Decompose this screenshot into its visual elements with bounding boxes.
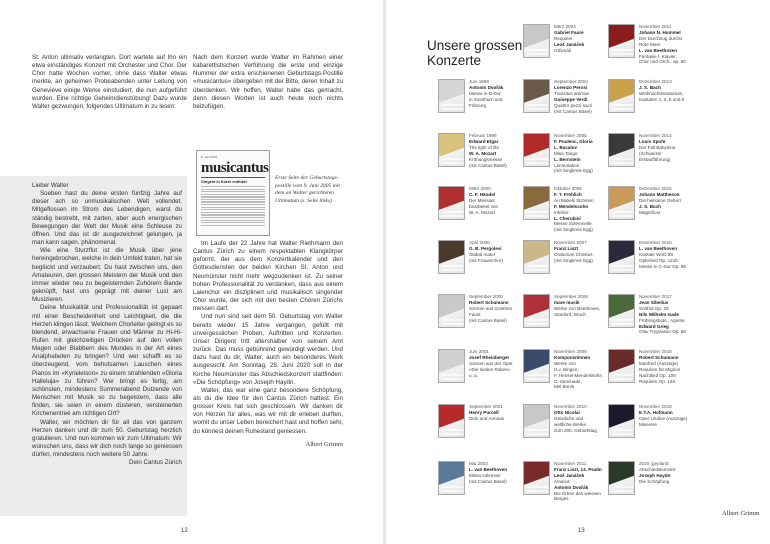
concert-poster-image bbox=[523, 404, 550, 438]
poster-detail bbox=[442, 323, 463, 325]
concert-composer: Antonín Dvořák bbox=[554, 484, 589, 490]
concert-poster-image bbox=[608, 186, 635, 220]
poster-detail bbox=[442, 158, 463, 160]
concert-work: weltliche Werke bbox=[554, 421, 587, 427]
concert-work: Abschiedskonzert bbox=[639, 466, 676, 472]
concert-details bbox=[469, 240, 531, 264]
concert-work: Mel Bonis bbox=[554, 384, 575, 390]
concert-poster-image bbox=[438, 294, 465, 328]
concert-work: Quattro pezzi sacri bbox=[554, 102, 593, 108]
concert-details bbox=[469, 404, 531, 422]
poster-detail bbox=[527, 269, 548, 271]
concert-work: Die Erben des weissen bbox=[554, 490, 601, 496]
concert-work: W. A. Mozart bbox=[469, 209, 496, 215]
concert-work: Werke von Beethoven, bbox=[554, 305, 601, 311]
article-column-top bbox=[193, 54, 343, 111]
poster-detail bbox=[612, 323, 633, 325]
poster-detail bbox=[442, 429, 463, 431]
concert-work: (mit Cantus Basel) bbox=[469, 317, 507, 323]
concert-date: November 2018 bbox=[639, 349, 672, 354]
concert-work: Kantate WoO 88 bbox=[639, 251, 673, 257]
concert-work: Infelice bbox=[554, 209, 569, 215]
concert-details bbox=[639, 186, 701, 216]
concert-details bbox=[639, 404, 701, 428]
concert-composer: Franz Liszt, 13. Psalm bbox=[554, 466, 602, 472]
concert-details bbox=[469, 186, 531, 216]
concert-poster-image bbox=[608, 404, 635, 438]
concert-poster-image bbox=[438, 240, 465, 274]
poster-detail bbox=[527, 53, 548, 55]
page-signature: Albert Grimm bbox=[722, 510, 760, 517]
concert-poster-image bbox=[523, 349, 550, 383]
concert-date: Dezember 2013 bbox=[639, 79, 672, 84]
concert-work: Die Schöpfung bbox=[639, 478, 670, 484]
concert-details bbox=[554, 79, 616, 114]
concert-work: «Die sieben Raben» bbox=[469, 366, 511, 372]
heading-line: Konzerte bbox=[427, 53, 482, 68]
concert-work: Oratorium Christus bbox=[554, 251, 593, 257]
concert-poster-image bbox=[608, 24, 635, 58]
concert-details bbox=[469, 461, 531, 485]
concert-composer: F. Mendelssohn bbox=[554, 203, 589, 209]
concert-date: März 2003 bbox=[554, 24, 576, 29]
concert-composer: L. Bacalov bbox=[554, 144, 577, 150]
concert-work: u. a. bbox=[469, 372, 478, 378]
concert-work: Chor und Orch., op. 80 bbox=[639, 59, 686, 65]
concert-work: Magnificat bbox=[639, 209, 660, 215]
poster-detail bbox=[442, 378, 463, 380]
poster-detail bbox=[442, 211, 463, 213]
concert-work: Requiem bbox=[554, 35, 573, 41]
concert-details bbox=[554, 186, 616, 233]
poster-detail bbox=[612, 486, 633, 488]
article-paragraph: Walter, das war eine ganz besondere Schöpfung, als du die Idee für den Cantus Zürich hattest. Ein grosser Kreis hat sich geschlossen. Wir danken dir von Herzen für alles, was wir mit dir erleben durften, womit du unser Leben bereichert hast und hoffen sehr, du könnest deinen Ruhestand geniessen. bbox=[193, 386, 343, 435]
concert-work: Amarus bbox=[554, 478, 570, 484]
poster-detail bbox=[527, 104, 548, 106]
concert-date: Juni 2001 bbox=[469, 349, 489, 354]
concert-composer: Antonín Dvořák bbox=[469, 84, 504, 90]
concert-work: Erstaufführung) bbox=[639, 156, 671, 162]
concert-composer: Joseph Haydn bbox=[639, 472, 671, 478]
concert-composer: E.T.A. Hofmann bbox=[639, 409, 673, 415]
concert-composer: mare musik bbox=[554, 299, 580, 305]
concert-work: Opferlied Op. 121b bbox=[639, 257, 678, 263]
page-number-left: 12 bbox=[181, 528, 188, 534]
concert-date: Februar 1999 bbox=[469, 133, 497, 138]
concert-composer: L. van Beethoven bbox=[469, 466, 508, 472]
concert-work: (mit Cantus Basel) bbox=[469, 162, 507, 168]
concert-work: Olav Trygvason Op. 50 bbox=[639, 329, 686, 335]
concert-work: Der Durchzug durchs bbox=[639, 35, 683, 41]
concert-date: November 2011 bbox=[639, 24, 672, 29]
poster-detail bbox=[612, 162, 633, 164]
letter-paragraph: Wie eine Sturzflut ist die Musik über jene hereingebrochen, welche in dein Umfeld traten, hat sie beglückt und verzaubert. Du hast zwischen uns, den Amateuren, den grossen Meistern der Musik und den immer wieder neu zu begeisternden Zuhörern Bande geknüpft, hast uns geprägt mit deiner Lust am Musizieren. bbox=[32, 247, 182, 304]
concert-work: Messe in C-Dur Op. 86 bbox=[639, 263, 686, 269]
concert-details bbox=[639, 240, 701, 270]
letter-paragraph: Deine Musikalität und Professionalität ist gepaart mit einer Bescheidenheit und Leichtigkeit, die die Herzen klingen lässt. Welchem Chorleiter gelingt es so blendend, erwachsene Frauen und Männer zu Hi-Hi-Rufen mit gleichzeitigen Drücken auf den vollen Magen oder Blabbern des Mundes in der Art eines Analphabeten zu bringen? Und wer schafft es so überzeugend, vom behutsamen Lauschen eines Pianos im «Kyrieleison» zu einem strahlenden «Gloria Halleluja» zu führen? Wer bringt es fertig, am schönsten, mindestens Summerabend Dutzende von Menschen mit Musik so zu begeistern, dass alle finden, sie seien in einem düsteren, versteinerten Kirchenentreé am richtigen Ort? bbox=[32, 304, 182, 418]
concert-work: Rote Meer bbox=[639, 41, 661, 47]
poster-detail bbox=[612, 269, 633, 271]
poster-detail bbox=[442, 486, 463, 488]
concert-work: Stanford, Bruch bbox=[554, 311, 586, 317]
concert-composer: Leoš Janáček bbox=[554, 41, 585, 47]
concert-work: Requiem Op. 148 bbox=[639, 378, 676, 384]
concert-composer: Robert Schumann bbox=[469, 299, 509, 305]
concert-date: November 2005 bbox=[554, 133, 587, 138]
poster-detail bbox=[527, 108, 548, 110]
poster-detail bbox=[612, 158, 633, 160]
concert-date: Dezember 2016 bbox=[639, 240, 672, 245]
poster-detail bbox=[527, 490, 548, 492]
concert-composer: Nils Wilhelm Gade bbox=[639, 311, 680, 317]
concert-details bbox=[469, 133, 531, 168]
poster-detail bbox=[527, 323, 548, 325]
concert-composer: C. F. Händel bbox=[469, 191, 496, 197]
concert-work: (mit Frauenchor) bbox=[469, 257, 503, 263]
concert-composer: Edward Elgar bbox=[469, 138, 499, 144]
poster-detail bbox=[527, 215, 548, 217]
poster-detail bbox=[527, 486, 548, 488]
concert-work: (mit Singkreis Egg) bbox=[554, 227, 593, 233]
article-paragraph: Nach dem Konzert wurde Walter im Rahmen einer kabarettistischen Verführung die erste und einzige Nummer der extra erschienenen Geburtstags-Postille «musicantus» übergeben mit der Bitte, deren Inhalt zu überdenken. Wir hoffen, Walter habe das gemacht, denn diesen Worten ist auch heute noch nichts beizufügen. bbox=[193, 54, 343, 110]
poster-detail bbox=[612, 265, 633, 267]
poster-detail bbox=[612, 490, 633, 492]
concert-composer: L. Cherubini bbox=[554, 215, 581, 221]
concert-work: Szenen aus der Oper bbox=[469, 360, 513, 366]
concert-date: März 2000 bbox=[469, 186, 491, 191]
poster-detail bbox=[442, 490, 463, 492]
concert-work: Fantasie f. Klavier, bbox=[639, 53, 677, 59]
concert-work: Dido und Aeneas bbox=[469, 415, 504, 421]
concert-poster-image bbox=[608, 461, 635, 495]
poster-detail bbox=[527, 378, 548, 380]
poster-detail bbox=[612, 374, 633, 376]
concert-poster-image bbox=[438, 79, 465, 113]
article-signature: Albert Grimm bbox=[305, 440, 343, 448]
concert-composer: Jean Sibelius bbox=[639, 299, 669, 305]
concert-details bbox=[554, 294, 616, 318]
concert-poster-image bbox=[438, 186, 465, 220]
concert-poster-image bbox=[438, 404, 465, 438]
concert-composer: J. S. Bach bbox=[639, 203, 661, 209]
concert-details bbox=[554, 240, 616, 264]
poster-detail bbox=[442, 269, 463, 271]
divider bbox=[201, 177, 265, 178]
concert-composer: Otto Nicolai bbox=[554, 409, 580, 415]
concert-work: Der Messias bbox=[469, 197, 495, 203]
article-paragraph: Im Laufe der 22 Jahre hat Walter Riethmann den Cantus Zürich zu einem respektablen Klangkörper geformt, der aus dem Konzertkalender und den Gottesdiensten der beiden Kirchen St. Anton und Neumünster nicht mehr wegzudenken ist. Zu seiner hohen Professionalität zu verdanken, dass aus einem Laienchor ein disziplinert und musikalisch singender Chor wurde, der sich mit den besten Chören Zürichs messen darf. bbox=[193, 240, 343, 313]
article-paragraph: Und nun sind seit dem 50. Geburtstag von Walter bereits wieder 15 Jahre vergangen, gefüllt mit unvergesslichen Proben, Auftritten und Konzerten. Unser Dirigent tritt altershalber von seinem Amt zurück. Das muss gebührend gewürdigt werden. Und dazu hast du dir, Walter, auch ein besonderes Werk ausgesucht. Am Sonntag, 28. Juni 2020 soll in der Kirche Neumünster das Abschiedskonzert stattfinden: «Die Schöpfung» von Joseph Haydn. bbox=[193, 313, 343, 386]
concert-composer: Johann N. Hummel bbox=[639, 29, 681, 35]
concerts-heading bbox=[427, 38, 522, 68]
concert-work: Manfred (Auszüge) bbox=[639, 360, 679, 366]
concert-details bbox=[554, 461, 616, 502]
heading-line: Unsere grossen bbox=[427, 38, 523, 53]
concert-composer: Robert Schumann bbox=[639, 354, 679, 360]
poster-detail bbox=[527, 265, 548, 267]
concert-poster-image bbox=[523, 186, 550, 220]
poster-detail bbox=[612, 211, 633, 213]
ultimatum-letter bbox=[0, 176, 187, 516]
concert-date: September 2000 bbox=[469, 294, 503, 299]
concert-details bbox=[639, 349, 701, 384]
concert-date: Mai 2002 bbox=[469, 461, 488, 466]
concert-date: November 2011 bbox=[554, 461, 587, 466]
left-page bbox=[0, 0, 384, 544]
concert-poster-image bbox=[523, 79, 550, 113]
concert-work: Szenen aus Goethes bbox=[469, 305, 512, 311]
concert-composer: Louis Spohr bbox=[639, 138, 666, 144]
concert-poster-image bbox=[608, 349, 635, 383]
poster-detail bbox=[527, 374, 548, 376]
poster-detail bbox=[612, 378, 633, 380]
concert-work: Nachtlied Op. 108 bbox=[639, 372, 676, 378]
concert-composer: Komponistinnen bbox=[554, 354, 591, 360]
concert-work: (mit Singkreis Egg) bbox=[554, 168, 593, 174]
concert-details bbox=[554, 133, 616, 174]
concert-date: September 2008 bbox=[554, 294, 588, 299]
poster-detail bbox=[612, 215, 633, 217]
concert-work: Fribourg bbox=[469, 102, 487, 108]
concert-composer: F. Poulenc, Gloria bbox=[554, 138, 593, 144]
poster-detail bbox=[442, 215, 463, 217]
concert-composer: Franz Liszt bbox=[554, 245, 578, 251]
concert-work: Krönungsmesse bbox=[469, 156, 503, 162]
concert-work: Faust bbox=[469, 311, 481, 317]
poster-detail bbox=[527, 49, 548, 51]
concert-work: in Solothurn und bbox=[469, 96, 503, 102]
concert-details bbox=[639, 461, 701, 485]
concert-poster-image bbox=[438, 349, 465, 383]
poster-detail bbox=[612, 429, 633, 431]
concert-composer: Henry Purcell bbox=[469, 409, 499, 415]
concert-work: Messe Solemnelle bbox=[554, 221, 592, 227]
concert-details bbox=[554, 404, 616, 434]
concert-work: H.v. Bingen, bbox=[554, 366, 579, 372]
concert-poster-image bbox=[438, 461, 465, 495]
concert-details bbox=[639, 133, 701, 163]
musicantus-date: 5. Juni 2007 bbox=[201, 155, 218, 159]
poster-detail bbox=[442, 162, 463, 164]
concert-date: Dezember 2015 bbox=[639, 186, 672, 191]
concert-work: C. Saminade, bbox=[554, 378, 582, 384]
concert-work: The light of life bbox=[469, 144, 499, 150]
poster-detail bbox=[527, 433, 548, 435]
concert-poster-image bbox=[523, 133, 550, 167]
musicantus-text-lines bbox=[201, 186, 265, 226]
concert-date: November 2017 bbox=[639, 294, 672, 299]
concert-composer: Lorenzo Perosi bbox=[554, 84, 588, 90]
concert-work: Frühlingsbots., Agnete bbox=[639, 317, 685, 323]
concert-details bbox=[469, 349, 531, 379]
concert-work: Miserere bbox=[639, 421, 657, 427]
concert-work: Transitus animae bbox=[554, 90, 590, 96]
concert-work: Snöfrid Op. 29 bbox=[639, 305, 669, 311]
poster-detail bbox=[442, 104, 463, 106]
concert-poster-image bbox=[523, 24, 550, 58]
poster-detail bbox=[612, 433, 633, 435]
intro-column bbox=[32, 54, 187, 111]
poster-detail bbox=[442, 374, 463, 376]
letter-salutation: Lieber Walter bbox=[32, 182, 69, 189]
concert-work: Lamentation bbox=[554, 162, 580, 168]
concert-work: Messe in D-Dur bbox=[469, 90, 501, 96]
concert-composer: L. van Beethoven bbox=[639, 47, 678, 53]
concert-date: Oktober 2006 bbox=[554, 186, 582, 191]
concert-work: Weihnachtsoratorium, bbox=[639, 90, 684, 96]
concert-date: November 2009 bbox=[554, 349, 587, 354]
concert-work: Der Fall Babylons bbox=[639, 144, 676, 150]
concert-poster-image bbox=[523, 294, 550, 328]
concert-work: (mit Singkreis Egg) bbox=[554, 257, 593, 263]
poster-detail bbox=[612, 108, 633, 110]
concert-work: Misa Tango bbox=[554, 150, 578, 156]
poster-detail bbox=[612, 319, 633, 321]
concert-date: November 2019 bbox=[639, 404, 672, 409]
concert-details bbox=[639, 24, 701, 65]
concert-date: 2020 (geplant) bbox=[639, 461, 669, 466]
concert-date: September 2001 bbox=[469, 404, 503, 409]
concert-composer: W. A. Mozart bbox=[469, 150, 497, 156]
concert-details bbox=[554, 24, 616, 54]
concert-work: (mit Cantus Basel) bbox=[469, 478, 507, 484]
concert-poster-image bbox=[608, 240, 635, 274]
page-number-right: 13 bbox=[578, 528, 585, 534]
concert-poster-image bbox=[608, 79, 635, 113]
concert-work: zum 200. Geburtstag bbox=[554, 427, 597, 433]
concert-date: November 2007 bbox=[554, 240, 587, 245]
poster-detail bbox=[612, 104, 633, 106]
concert-composer: J. S. Bach bbox=[639, 84, 661, 90]
letter-body bbox=[32, 182, 182, 467]
poster-detail bbox=[527, 162, 548, 164]
poster-detail bbox=[527, 429, 548, 431]
musicantus-headline: Dirigent in Kürze entführt bbox=[201, 180, 247, 184]
concert-composer: Josef Rheinberger bbox=[469, 354, 510, 360]
concert-work: bearbeitet von bbox=[469, 203, 499, 209]
letter-signature: Dein Cantus Zürich bbox=[129, 459, 182, 467]
concert-work: Berges bbox=[554, 496, 569, 502]
concert-work: Die heilsame Geburt bbox=[639, 197, 681, 203]
concert-composer: Edward Grieg bbox=[639, 323, 669, 329]
concert-composer: Gabriel Fauré bbox=[554, 29, 584, 35]
concert-details bbox=[469, 294, 531, 324]
concert-details bbox=[554, 349, 616, 390]
poster-detail bbox=[527, 319, 548, 321]
concert-composer: G. B. Pergolesi bbox=[469, 245, 502, 251]
poster-detail bbox=[442, 108, 463, 110]
image-caption: Erste Seite der Geburtstags-postille vom 9. Juni 2005 mit dem an Walter gerichteten Ultimatum (s. Seite links) bbox=[275, 175, 340, 204]
concert-poster-image bbox=[523, 461, 550, 495]
concert-work: (mit Cantus Basel) bbox=[554, 108, 592, 114]
poster-detail bbox=[442, 265, 463, 267]
concert-work: F. Hensel-Mendelssohn bbox=[554, 372, 603, 378]
concert-composer: L. Bernstein bbox=[554, 156, 581, 162]
concert-composer: Johann Mattheson bbox=[639, 191, 680, 197]
intro-paragraph: St. Anton ultimativ verlangten. Dort wartete auf Ihn ein etwa einständiges Konzert mit Orchester und Chor. Der Chor hatte Wochen vorher, ohne dass Walter etwas merkte, an geheimen Probeabenden unter Leitung von Geneviève einige Werke einstudiert, die nun aufgeführt wurden. Eine richtige Geheimdienstübung! Dazu wurde Walter gezwungen, folgendes Ultimatum in zu lesen: bbox=[32, 54, 187, 110]
concert-details bbox=[639, 79, 701, 103]
concert-composer: Guiseppe Verdi bbox=[554, 96, 588, 102]
concert-work: An Babels Strömen bbox=[554, 197, 594, 203]
musicantus-title: musicantus bbox=[201, 160, 269, 176]
concert-date: November 2010 bbox=[554, 404, 587, 409]
concert-date: November 2014 bbox=[639, 133, 672, 138]
concert-work: Stabat mater bbox=[469, 251, 496, 257]
concert-composer: Leoš Janáček bbox=[554, 472, 585, 478]
poster-detail bbox=[527, 211, 548, 213]
concert-composer: L. van Beethoven bbox=[639, 245, 678, 251]
concert-work: Otčenáš bbox=[554, 47, 572, 53]
concert-poster-image bbox=[608, 133, 635, 167]
poster-detail bbox=[612, 53, 633, 55]
poster-detail bbox=[442, 319, 463, 321]
concert-date: September 2004 bbox=[554, 79, 588, 84]
poster-detail bbox=[442, 433, 463, 435]
letter-paragraph: Soeben hast du deine ersten fünfzig Jahre auf dieser ach so unmusikalischen Welt vollendet. Mitgeflossen im Strom des Lebendigen, warst du ständig bestrebt, mit zarten, aber auch energischen Bewegungen der Welt der Musik eine Schleuse zu öffnen. Und das ist dir ausgezeichnet gelungen, ja man kann sagen, phänomenal. bbox=[32, 190, 182, 247]
concert-work: Requiem für Mignon bbox=[639, 366, 681, 372]
concert-poster-image bbox=[438, 133, 465, 167]
concert-composer: F. T. Fröhlich bbox=[554, 191, 582, 197]
concert-poster-image bbox=[608, 294, 635, 328]
concert-date: Juni 1998 bbox=[469, 79, 489, 84]
article-body bbox=[193, 240, 343, 449]
concert-details bbox=[469, 79, 531, 109]
article-column-bottom bbox=[193, 240, 343, 449]
concert-work: Geistliche und bbox=[554, 415, 584, 421]
concert-work: Kantaten 1, 2, 5 und 6 bbox=[639, 96, 685, 102]
concert-work: Missa solemnis bbox=[469, 472, 501, 478]
concert-details bbox=[639, 294, 701, 335]
concert-work: (Schweizer bbox=[639, 150, 662, 156]
concert-poster-image bbox=[523, 240, 550, 274]
concert-work: Werke von bbox=[554, 360, 576, 366]
letter-paragraph: Walter, wir möchten dir für all das von ganzem Herzen danken und dir zum 50. Geburtstag herzlich gratulieren. Und nun kommen wir zum Ultimatum: Wir wünschen uns, dass wir dich noch lange so geniessen dürfen, mindestens noch weitere 50 Jahre. bbox=[32, 418, 182, 459]
concert-date: April 2000 bbox=[469, 240, 490, 245]
poster-detail bbox=[612, 49, 633, 51]
concert-work: Oper Undine (Auszüge) bbox=[639, 415, 688, 421]
poster-detail bbox=[527, 158, 548, 160]
musicantus-cover-image bbox=[196, 150, 270, 236]
